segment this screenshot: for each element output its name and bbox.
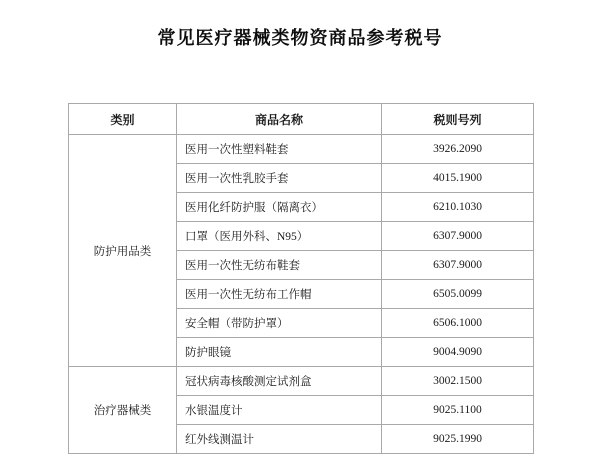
product-name-cell: 医用一次性无纺布鞋套 (177, 251, 382, 280)
product-name-cell: 红外线测温计 (177, 425, 382, 454)
product-name-cell: 医用一次性乳胶手套 (177, 164, 382, 193)
tax-code-cell: 6210.1030 (382, 193, 534, 222)
category-cell: 防护用品类 (69, 135, 177, 367)
column-header-product-name: 商品名称 (177, 104, 382, 135)
product-name-cell: 防护眼镜 (177, 338, 382, 367)
table-header-row (69, 104, 534, 135)
table-body (69, 135, 534, 454)
product-name-cell: 口罩（医用外科、N95） (177, 222, 382, 251)
table-header (69, 104, 534, 135)
column-header-tax-code: 税则号列 (382, 104, 534, 135)
document-page (0, 24, 600, 476)
category-cell: 治疗器械类 (69, 367, 177, 454)
product-name-cell: 医用一次性无纺布工作帽 (177, 280, 382, 309)
product-name-cell: 水银温度计 (177, 396, 382, 425)
tax-code-cell: 6307.9000 (382, 251, 534, 280)
tax-code-cell: 3002.1500 (382, 367, 534, 396)
product-name-cell: 安全帽（带防护罩） (177, 309, 382, 338)
tax-code-cell: 9025.1990 (382, 425, 534, 454)
table-row (69, 367, 534, 396)
page-bottom-spacer (0, 466, 600, 476)
tax-code-cell: 9025.1100 (382, 396, 534, 425)
tax-code-cell: 6307.9000 (382, 222, 534, 251)
column-header-category: 类别 (69, 104, 177, 135)
tax-code-cell: 3926.2090 (382, 135, 534, 164)
page-title: 常见医疗器械类物资商品参考税号 (157, 28, 443, 48)
tax-code-cell: 4015.1900 (382, 164, 534, 193)
tax-code-cell: 6506.1000 (382, 309, 534, 338)
product-name-cell: 冠状病毒核酸测定试剂盒 (177, 367, 382, 396)
tax-code-cell: 9004.9090 (382, 338, 534, 367)
table-row (69, 135, 534, 164)
product-name-cell: 医用化纤防护服（隔离衣） (177, 193, 382, 222)
tax-code-cell: 6505.0099 (382, 280, 534, 309)
tax-code-table (68, 103, 534, 454)
product-name-cell: 医用一次性塑料鞋套 (177, 135, 382, 164)
tax-code-table-container (68, 103, 533, 454)
